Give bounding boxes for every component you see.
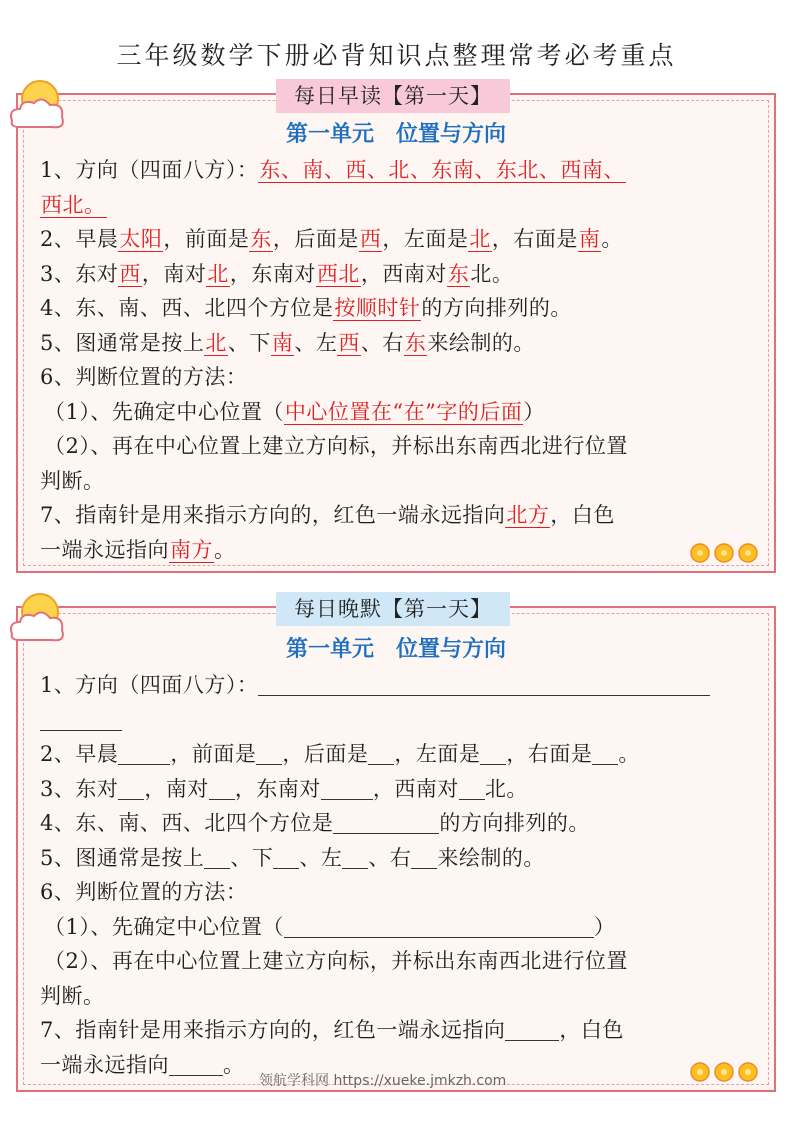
line-11: 一端永远指向 。 xyxy=(40,1052,245,1077)
blank[interactable] xyxy=(411,846,437,869)
line-4: 4、东、南、西、北四个方位是 的方向排列的。 xyxy=(40,811,590,835)
blank[interactable] xyxy=(256,742,282,765)
blank[interactable] xyxy=(273,846,299,869)
blank[interactable] xyxy=(333,811,439,834)
answer: 西北。 xyxy=(41,192,106,217)
blank[interactable] xyxy=(118,742,170,765)
line-3: 3、东对 ，南对 ，东南对 ，西南对 北。 xyxy=(40,776,528,801)
blank[interactable] xyxy=(40,708,122,731)
blank[interactable] xyxy=(258,673,710,696)
line-6: 6、判断位置的方法： xyxy=(40,880,248,904)
answer: 东、南、西、北、东南、东北、西南、 xyxy=(259,158,625,182)
line-7: （1）、先确定中心位置（中心位置在“在”字的后面） xyxy=(44,399,545,424)
line-1: 1、方向（四面八方）：东、南、西、北、东南、东北、西南、 xyxy=(40,158,625,182)
line-10: 7、指南针是用来指示方向的，红色一端永远指向北方，白色 xyxy=(40,503,615,527)
morning-reading-tag: 每日早读【第一天】 xyxy=(276,79,510,113)
blank[interactable] xyxy=(368,742,394,765)
blank[interactable] xyxy=(284,915,594,938)
blank[interactable] xyxy=(592,742,618,765)
flower-decoration-icon xyxy=(688,1060,760,1084)
morning-reading-panel xyxy=(16,84,776,573)
evening-recitation-panel xyxy=(16,597,776,1092)
blank[interactable] xyxy=(169,1053,223,1076)
watermark: 领航学科网 https://xueke.jmkzh.com xyxy=(259,1073,507,1089)
line-1: 1、方向（四面八方）： xyxy=(40,668,760,703)
line-8: （2）、再在中心位置上建立方向标，并标出东南西北进行位置 xyxy=(44,434,628,458)
unit-title: 第一单元 位置与方向 xyxy=(285,637,506,662)
blank[interactable] xyxy=(204,846,230,869)
line-1-cont xyxy=(40,188,760,223)
line-1-cont xyxy=(40,703,760,738)
unit-title: 第一单元 位置与方向 xyxy=(285,122,506,147)
evening-recitation-tag: 每日晚默【第一天】 xyxy=(276,592,510,626)
line-4: 4、东、南、西、北四个方位是按顺时针的方向排列的。 xyxy=(40,296,572,320)
line-2: 2、早晨太阳，前面是东，后面是西，左面是北，右面是南。 xyxy=(40,227,623,251)
line-11: 一端永远指向南方。 xyxy=(40,537,236,562)
line-9: 判断。 xyxy=(40,468,105,493)
blank[interactable] xyxy=(480,742,506,765)
blank[interactable] xyxy=(209,777,235,800)
line-5: 5、图通常是按上 、下 、左 、右 来绘制的。 xyxy=(40,845,545,870)
blank[interactable] xyxy=(342,846,368,869)
blank[interactable] xyxy=(505,1018,559,1041)
blank[interactable] xyxy=(459,777,485,800)
blank[interactable] xyxy=(321,777,373,800)
line-10: 7、指南针是用来指示方向的，红色一端永远指向 ，白色 xyxy=(40,1018,624,1042)
page-title: 三年级数学下册必背知识点整理常考必考重点 xyxy=(116,41,677,70)
line-3: 3、东对西，南对北，东南对西北，西南对东北。 xyxy=(40,261,514,286)
line-5: 5、图通常是按上北、下南、左西、右东来绘制的。 xyxy=(40,330,535,355)
line-7: （1）、先确定中心位置（ ） xyxy=(44,914,616,939)
line-6: 6、判断位置的方法： xyxy=(40,365,248,389)
line-8: （2）、再在中心位置上建立方向标，并标出东南西北进行位置 xyxy=(44,949,628,973)
blank[interactable] xyxy=(118,777,144,800)
flower-decoration-icon xyxy=(688,541,760,565)
line-9: 判断。 xyxy=(40,983,105,1008)
line-2: 2、早晨 ，前面是 ，后面是 ，左面是 ，右面是 。 xyxy=(40,742,640,766)
